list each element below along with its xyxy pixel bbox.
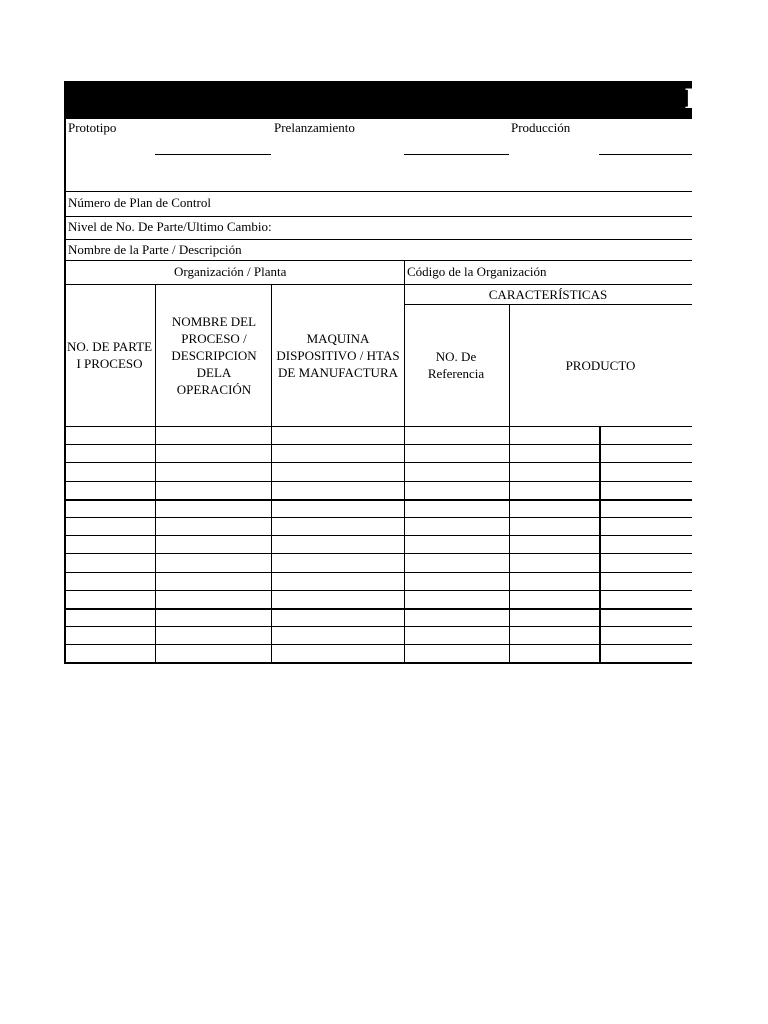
phase-prototipo-label: Prototipo <box>68 120 117 135</box>
col-header-part-process: NO. DE PARTE I PROCESO <box>66 339 153 371</box>
control-plan-number-label: Número de Plan de Control <box>68 195 211 210</box>
table-row[interactable] <box>64 444 692 445</box>
col-header-machine: MAQUINA DISPOSITIVO / HTAS DE MANUFACTURA <box>276 330 400 380</box>
table-row[interactable] <box>64 535 692 536</box>
phase-prelanzamiento-blank[interactable] <box>404 154 509 155</box>
table-row[interactable] <box>64 462 692 463</box>
frame-top <box>64 81 692 83</box>
table-row[interactable] <box>64 644 692 645</box>
control-plan-form <box>64 81 696 664</box>
organization-plant-label: Organización / Planta <box>174 264 287 279</box>
table-row[interactable] <box>64 553 692 554</box>
table-row[interactable] <box>64 626 692 627</box>
organization-code-label: Código de la Organización <box>407 264 547 279</box>
table-row[interactable] <box>64 590 692 591</box>
form-title-fragment: I <box>684 82 696 115</box>
col-header-product: PRODUCTO <box>565 357 636 373</box>
table-row[interactable] <box>64 608 692 610</box>
form-title-bar <box>64 81 696 119</box>
col-header-process-name: NOMBRE DEL PROCESO / DESCRIPCION DELA OPERACIÓN <box>171 313 257 397</box>
table-row[interactable] <box>64 499 692 501</box>
phase-prelanzamiento-label: Prelanzamiento <box>274 120 355 135</box>
part-name-label: Nombre de la Parte / Descripción <box>68 242 242 257</box>
characteristics-header: CARACTERÍSTICAS <box>488 286 608 302</box>
col-header-reference-no: NO. De Referencia <box>427 349 485 381</box>
phase-produccion-blank[interactable] <box>599 154 692 155</box>
table-row[interactable] <box>64 481 692 482</box>
table-row[interactable] <box>64 572 692 573</box>
frame-bottom <box>64 662 692 664</box>
phase-produccion-label: Producción <box>511 120 571 135</box>
part-level-label: Nivel de No. De Parte/Ultimo Cambio: <box>68 219 272 234</box>
phase-prototipo-blank[interactable] <box>155 154 271 155</box>
table-row[interactable] <box>64 517 692 518</box>
